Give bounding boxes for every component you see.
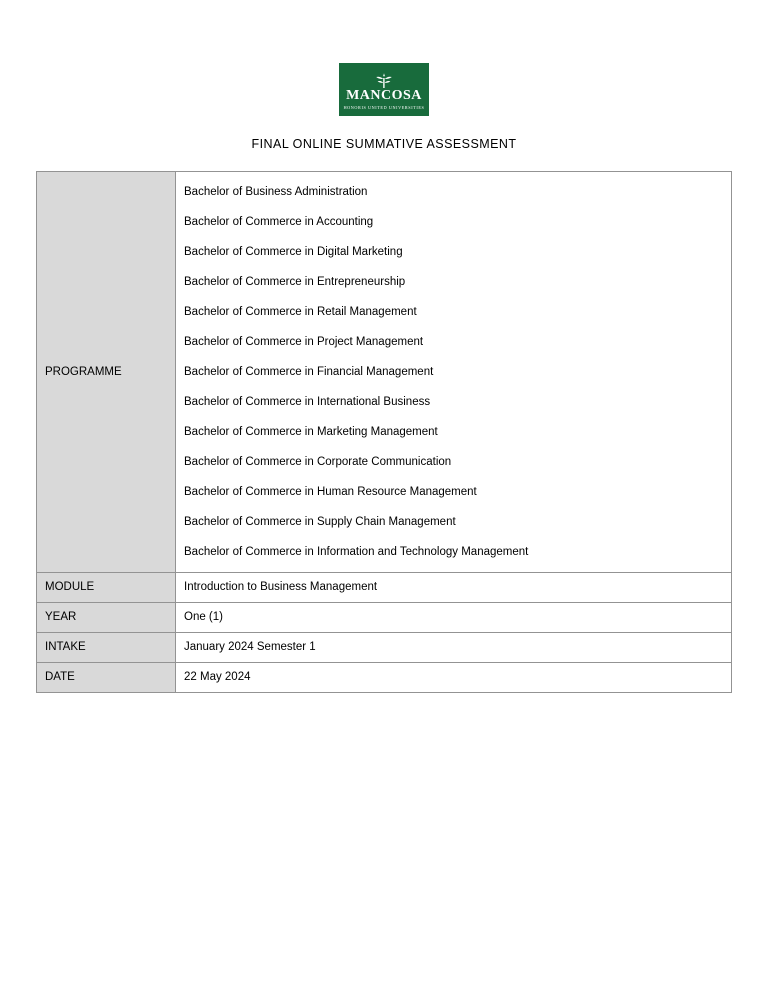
list-item: Bachelor of Commerce in Project Management [184, 336, 424, 348]
programme-label: PROGRAMME [37, 172, 176, 573]
page-title: FINAL ONLINE SUMMATIVE ASSESSMENT [251, 137, 517, 151]
list-item: Bachelor of Commerce in Retail Management [184, 306, 417, 318]
programme-list [184, 179, 723, 565]
list-item: Bachelor of Business Administration [184, 186, 368, 198]
intake-label: INTAKE [37, 633, 176, 663]
list-item: Bachelor of Commerce in Digital Marketing [184, 246, 403, 258]
list-item: Bachelor of Commerce in Financial Management [184, 366, 434, 378]
intake-value: January 2024 Semester 1 [176, 633, 732, 663]
tree-icon [339, 69, 429, 89]
table-row-date [37, 663, 732, 693]
table-row-module [37, 573, 732, 603]
table-row-programme [37, 172, 732, 573]
assessment-info-table [36, 171, 732, 693]
mancosa-logo [339, 63, 429, 116]
list-item: Bachelor of Commerce in Human Resource Management [184, 486, 477, 498]
year-label: YEAR [37, 603, 176, 633]
table-row-year [37, 603, 732, 633]
logo-wordmark: MANCOSA [346, 87, 422, 103]
table-row-intake [37, 633, 732, 663]
date-label: DATE [37, 663, 176, 693]
list-item: Bachelor of Commerce in Marketing Management [184, 426, 438, 438]
list-item: Bachelor of Commerce in Accounting [184, 216, 374, 228]
module-label: MODULE [37, 573, 176, 603]
list-item: Bachelor of Commerce in Corporate Communication [184, 456, 452, 468]
list-item: Bachelor of Commerce in International Business [184, 396, 431, 408]
logo-tagline: HONORIS UNITED UNIVERSITIES [343, 104, 425, 110]
list-item: Bachelor of Commerce in Supply Chain Management [184, 516, 456, 528]
date-value: 22 May 2024 [176, 663, 732, 693]
logo-container [0, 0, 768, 116]
module-value: Introduction to Business Management [176, 573, 732, 603]
list-item: Bachelor of Commerce in Entrepreneurship [184, 276, 406, 288]
year-value: One (1) [176, 603, 732, 633]
list-item: Bachelor of Commerce in Information and Technology Management [184, 546, 529, 558]
programme-list-cell [176, 172, 732, 573]
